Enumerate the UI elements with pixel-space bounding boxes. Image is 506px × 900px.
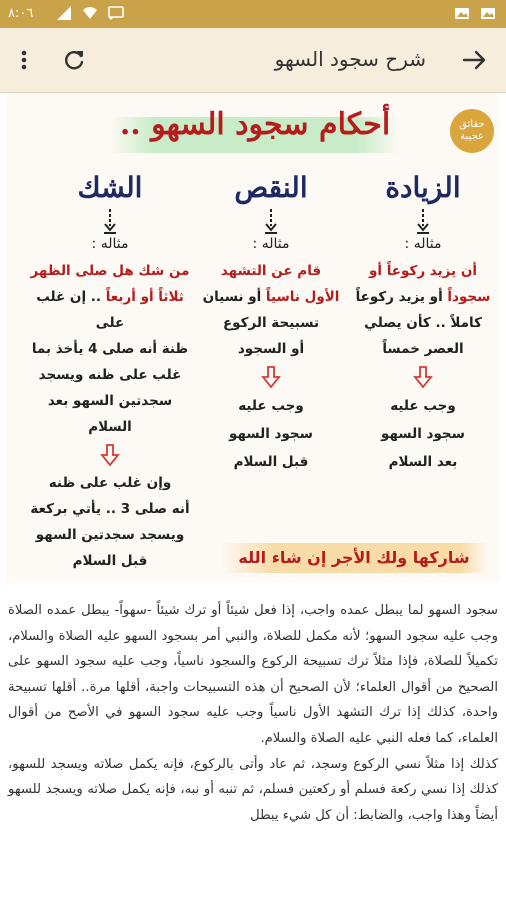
infographic-image — [6, 93, 500, 583]
logo-line-2: عجيبة — [460, 131, 484, 142]
example-line: ظنة أنه صلى 4 يأخذ بما — [31, 341, 189, 357]
example-line: سجدتين السهو بعد السلام — [47, 393, 173, 435]
example-line: كاملاً .. كأن يصلي — [364, 315, 482, 331]
column-doubt — [26, 171, 194, 574]
ruling-line: وجب عليه — [390, 398, 456, 414]
ruling-line: وإن غلب على ظنه — [48, 475, 172, 491]
red-arrow-down-icon — [100, 444, 120, 466]
example-line: من شك هل صلى الظهر — [30, 263, 190, 279]
example-line: غلب على ظنه ويسجد — [38, 367, 182, 383]
ruling-line: قبل السلام — [72, 553, 148, 569]
column-addition — [348, 171, 498, 476]
status-time: ٨:٠٦ — [8, 6, 34, 21]
ruling-line: سجود السهو — [381, 426, 465, 442]
ruling-line: وجب عليه — [238, 398, 304, 414]
article-paragraph: كذلك إذا مثلاً نسي الركوع وسجد، ثم عاد وأتى بالركوع، فإنه يكمل صلاته ويسجد للسهو، كذلك إذا نسي ركعة فسلم أو ركعتين فسلم، ثم تنبه أو نبه، فإنه يكمل صلاته ويسجد للسهو أيضاً وهذا واجب، والضابط: أن كل شيء يبطل — [8, 756, 498, 823]
article-paragraph: سجود السهو لما يبطل عمده واجب، إذا فعل شيئاً أو ترك شيئاً -سهواً- يبطل عمده الصلاة وجب عليه سجود السهو؛ لأنه مكمل للصلاة، والنبي أمر بسجود السهو عليه الصلاة والسلام، تكميلاً للصلاة، فإذا مثلاً ترك تسبيحة الركوع والسجود ناسياً، وجب عليه سجود السهو على الصحيح من أقوال العلماء؛ لأن الصحيح أن هذه التسبيحات واجبة، أقلها مرة.. أقلها تسبيحة واحدة، كذلك إذا ترك التشهد الأول ناسياً وجب عليه سجود السهو في الأصح من أقوال العلماء، كما فعله النبي عليه الصلاة والسلام. — [8, 603, 498, 746]
example-text — [26, 258, 194, 440]
ruling-line: قبل السلام — [233, 454, 309, 470]
ruling-line: سجود السهو — [229, 426, 313, 442]
status-right-icons — [454, 5, 496, 21]
column-deficiency — [196, 171, 346, 476]
example-line-rest: .. إن غلب على — [36, 289, 125, 331]
ruling-text — [196, 392, 346, 476]
example-line: سجوداً — [447, 289, 491, 305]
column-heading: النقص — [234, 171, 308, 204]
dashed-arrow-down-icon — [264, 208, 278, 234]
image-icon — [480, 5, 496, 21]
dashed-arrow-down-icon — [103, 208, 117, 234]
example-line: قام عن التشهد — [220, 263, 322, 279]
more-menu-icon[interactable] — [14, 46, 34, 74]
example-line: أو السجود — [237, 341, 305, 357]
ruling-text — [348, 392, 498, 476]
red-arrow-down-icon — [261, 366, 281, 388]
gallery-icon — [454, 5, 470, 21]
status-bar — [0, 0, 506, 28]
logo-line-1: حقائق — [459, 119, 485, 130]
example-line-rest: أو نسيان — [202, 289, 266, 305]
signal-icon — [56, 5, 72, 21]
cast-icon — [108, 5, 124, 21]
wifi-icon — [82, 5, 98, 21]
ruling-text — [26, 470, 194, 574]
example-text — [348, 258, 498, 362]
example-line: ثلاثاً أو أربعاً — [105, 289, 184, 305]
example-line: تسبيحة الركوع — [222, 315, 320, 331]
example-label: مثاله : — [252, 236, 290, 252]
article-text — [8, 598, 498, 828]
example-text — [196, 258, 346, 362]
ruling-line: أنه صلى 3 .. يأتي بركعة — [30, 501, 190, 517]
refresh-icon[interactable] — [60, 46, 88, 74]
logo — [450, 109, 494, 153]
example-label: مثاله : — [404, 236, 442, 252]
column-heading: الزيادة — [385, 171, 461, 204]
share-banner: شاركها ولك الأجر إن شاء الله — [220, 543, 488, 573]
red-arrow-down-icon — [413, 366, 433, 388]
dashed-arrow-down-icon — [416, 208, 430, 234]
example-line: أن يزيد ركوعاً أو — [369, 263, 477, 279]
status-left-icons — [56, 5, 124, 21]
back-arrow-icon[interactable] — [460, 46, 488, 74]
example-label: مثاله : — [91, 236, 129, 252]
example-line: الأول ناسياً — [265, 289, 340, 305]
app-bar — [0, 28, 506, 93]
column-heading: الشك — [77, 171, 143, 204]
page-title: شرح سجود السهو — [274, 47, 426, 71]
example-line: العصر خمساً — [382, 341, 464, 357]
ruling-line: ويسجد سجدتين السهو — [35, 527, 185, 543]
ruling-line: بعد السلام — [388, 454, 458, 470]
example-line-rest: أو يزيد ركوعاً — [355, 289, 448, 305]
title-banner — [110, 107, 400, 153]
poster-title: أحكام سجود السهو .. — [119, 107, 391, 142]
